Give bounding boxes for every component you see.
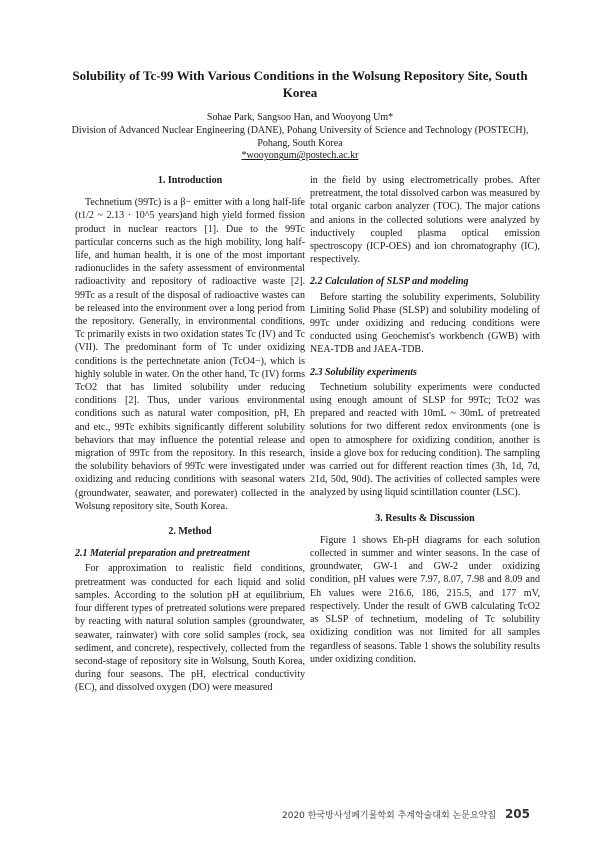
slsp-modeling-paragraph: Before starting the solubility experiments, Solubility Limiting Solid Phase (SLSP) and solubility modeling of 99Tc under oxidizing and reducing conditions were conducted using Geochemist's workbench (GWB) with NEA-TDB and JAEA-TDB. [310, 291, 540, 356]
page-number: 205 [504, 807, 530, 821]
subsection-heading-2-3: 2.3 Solubility experiments [310, 366, 417, 378]
author-names: Sohae Park, Sangsoo Han, and Wooyong Um* [206, 112, 394, 123]
proceedings-label: 2020 한국방사성폐기물학회 추계학술대회 논문요약집 [282, 811, 497, 821]
material-preparation-paragraph: For approximation to realistic field conditions, pretreatment was conducted for each liquid and solid samples. According to the solution pH at equilibrium, four different types of pretreated solutions were prepared by reacting with natural solution samples (groundwater, seawater, rainwater) with core solid samples (rock, sea sediment, and concrete), respectively, collected from the second-stage of repository site in Wolsung, South Korea, during four seasons. The pH, electrical conductivity (EC), and dissolved oxygen (DO) were measured [75, 563, 305, 694]
affiliation: Division of Advanced Nuclear Engineering (DANE), Pohang University of Science and Technology (POSTECH), Pohang, South Korea [71, 124, 529, 149]
pretreatment-continued-paragraph: in the field by using electrometrically probes. After pretreatment, the total dissolved carbon was measured by total organic carbon analyzer (TOC). The major cations and anions in the collected solutions were analyzed by inductively coupled plasma optical emission spectroscopy (ICP-OES) and ion chromatography (IC), respectively. [310, 175, 540, 266]
introduction-paragraph: Technetium (99Tc) is a β− emitter with a long half-life (t1/2 ~ 2.13 · 10^5 years)and high yield formed fission product in nuclear reactors [1]. Due to the 99Tc particular concerns such as the high mobility, long half-life, and human health, it is one of the most important radionuclides in the safety assessment of environmental radioactivity and repository of radioactive waste [2]. 99Tc as a result of the disposal of radioactive wastes can be released into the environment over a long period from the repository. Generally, in environmental conditions, Tc primarily exists in two oxidation states Tc (IV) and Tc (VII). The predominant form of Tc under oxidizing conditions is the pertechnetate anion (TcO4−), which is highly soluble in water. On the other hand, Tc (IV) forms TcO2 that has limited solubility under reducing conditions [2]. Thus, under various environmental conditions such as natural water composition, pH, Eh and etc., 99Tc exhibits significantly different solubility behaviors that may influence the potential release and migration of 99Tc from the repository. In this research, the solubility behaviors of 99Tc were investigated under oxidizing and reducing conditions with seasonal waters (groundwater, seawater, and porewater) collected in the Wolsung repository site, South Korea. [75, 197, 305, 512]
left-column [75, 174, 305, 695]
page-footer [282, 807, 530, 821]
section-heading-method: 2. Method [168, 526, 212, 538]
right-column [310, 174, 540, 666]
solubility-experiments-paragraph: Technetium solubility experiments were conducted using enough amount of SLSP for 99Tc; TcO2 was prepared and reacted with 10mL ~ 30mL of pretreated solutions for two different redox environments (one is open to atmosphere for oxidizing condition, another is inside a glove box for reducing condition). The sampling was carried out for different reaction times (3h, 1d, 7d, 21d, 50d, 90d). The activities of collected samples were analyzed by using liquid scintillation counter (LSC). [310, 381, 540, 499]
subsection-heading-2-1: 2.1 Material preparation and pretreatment [75, 548, 250, 560]
section-heading-introduction: 1. Introduction [157, 175, 223, 186]
corresponding-email[interactable]: *wooyongum@postech.ac.kr [241, 150, 359, 162]
subsection-heading-2-2: 2.2 Calculation of SLSP and modeling [310, 276, 469, 288]
paper-title: Solubility of Tc-99 With Various Conditions in the Wolsung Repository Site, South Korea [72, 68, 528, 100]
section-heading-results: 3. Results & Discussion [375, 512, 475, 524]
results-paragraph: Figure 1 shows Eh-pH diagrams for each solution collected in summer and winter seasons. In the case of groundwater, GW-1 and GW-2 under oxidizing condition, pH values were 7.97, 8.07, 7.98 and 8.09 and Eh values were 216.6, 186, 215.5, and 177 mV, respectively. Under the result of GWB calculating TcO2 as SLSP of technetium, modeling of Tc solubility oxidizing condition was not limited for all samples regardless of seasons. Table 1 shows the solubility results under oxidizing condition. [310, 534, 540, 665]
author-block [60, 112, 540, 163]
